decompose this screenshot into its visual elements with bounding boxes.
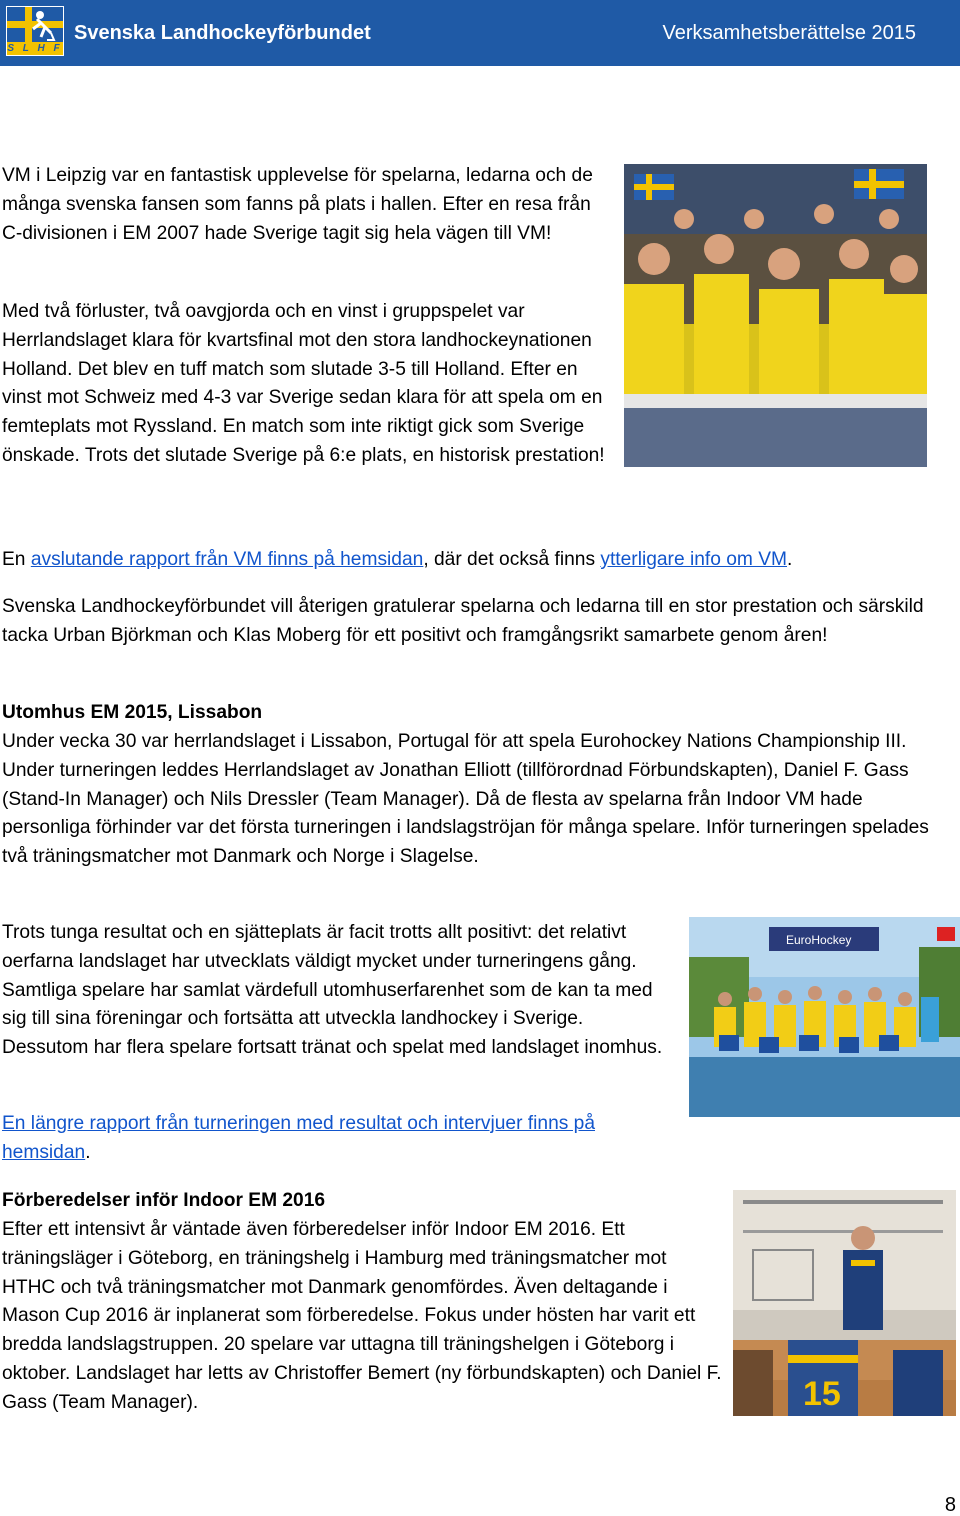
vm-thanks-paragraph: Svenska Landhockeyförbundet vill återigen gratulerar spelarna och ledarna till en stor prestation och särskild tacka Urban Björkman och Klas Moberg för ett positivt och framgångsrikt samarbete genom åren! [2,596,924,646]
indoor-em-paragraph: Efter ett intensivt år väntade även förberedelser inför Indoor EM 2016. Ett träningsläger i Göteborg, en träningshelg i Hamburg med träningsmatcher mot HTHC och två träningsmatcher mot Danmark genomfördes. Även deltagande i Mason Cup 2016 är inplanerat som förberedelse. Fokus under hösten har varit ett bredda landslagstruppen. 20 spelare var uttagna till träningshelgen i Göteborg i oktober. Landslaget har letts av Christoffer Bemert (ny förbundskapten) och Daniel F. Gass (Team Manager). [2,1219,722,1413]
em-outdoor-heading: Utomhus EM 2015, Lissabon [2,702,263,723]
fans-photo [624,164,927,467]
organization-name: Svenska Landhockeyförbundet [74,22,371,44]
vm-report-link[interactable]: avslutande rapport från VM finns på hemsidan [30,549,424,570]
slhf-logo [6,6,64,56]
training-photo [733,1190,956,1416]
team-photo [689,917,960,1117]
vm-paragraph-2: Med två förluster, två oavgjorda och en vinst i gruppspelet var Herrlandslaget klara för kvartsfinal mot den stora landhockeynationen Holland. Det blev en tuff match som slutade 3-5 till Holland. Efter en vinst mot Schweiz med 4-3 var Sverige sedan klara för att spela om en femteplats mot Ryssland. En match som inte riktigt gick som Sverige önskade. Trots det slutade Sverige på 6:e plats, en historisk prestation! [2,301,605,466]
jersey-number: 15 [803,1375,841,1413]
em-outdoor-paragraph-1: Under vecka 30 var herrlandslaget i Lissabon, Portugal för att spela Eurohockey Nations Championship III. Under turneringen leddes Herrlandslaget av Jonathan Elliott (tillförordnad Förbundskapten), Daniel F. Gass (Stand-In Manager) och Nils Dressler (Team Manager). Då de flesta av spelarna från Indoor VM hade personliga förhinder var det första turneringen i landslagströjan för många spelare. Inför turneringen spelades två träningsmatcher mot Danmark och Norge i Slagelse. [2,731,929,868]
em-outdoor-paragraph-2: Trots tunga resultat och en sjätteplats är facit trotts allt positivt: det relativt oerfarna landslaget har utvecklats väldigt mycket under turneringens gång. Samtliga spelare har samlat värdefull utomhuserfarenhet som de kan ta med sig till sina föreningar och fortsätta att utveckla landhockey i Sverige. Dessutom har flera spelare fortsatt tränat och spelat med landslaget inomhus. [2,922,663,1059]
em-outdoor-report-paragraph: En längre rapport från turneringen med resultat och intervjuer finns på hemsidan. [2,1113,596,1163]
document-title: Verksamhetsberättelse 2015 [662,22,916,44]
em-outdoor-report-link[interactable]: En längre rapport från turneringen med resultat och intervjuer finns på hemsidan [2,1113,596,1163]
vm-report-paragraph: En avslutande rapport från VM finns på hemsidan, där det också finns ytterligare info om VM. [2,549,793,570]
banner-text: EuroHockey [786,933,852,947]
vm-info-link[interactable]: ytterligare info om VM [600,549,787,570]
vm-paragraph-1: VM i Leipzig var en fantastisk upplevelse för spelarna, ledarna och de många svenska fansen som fanns på plats i hallen. Efter en resa från C-divisionen i EM 2007 hade Sverige tagit sig hela vägen till VM! [2,165,593,244]
logo-letters: S L H F [7,43,63,54]
page-number: 8 [944,1494,956,1516]
page-header [0,0,960,66]
hockey-player-icon [7,7,63,43]
indoor-em-heading: Förberedelser inför Indoor EM 2016 [2,1190,326,1211]
